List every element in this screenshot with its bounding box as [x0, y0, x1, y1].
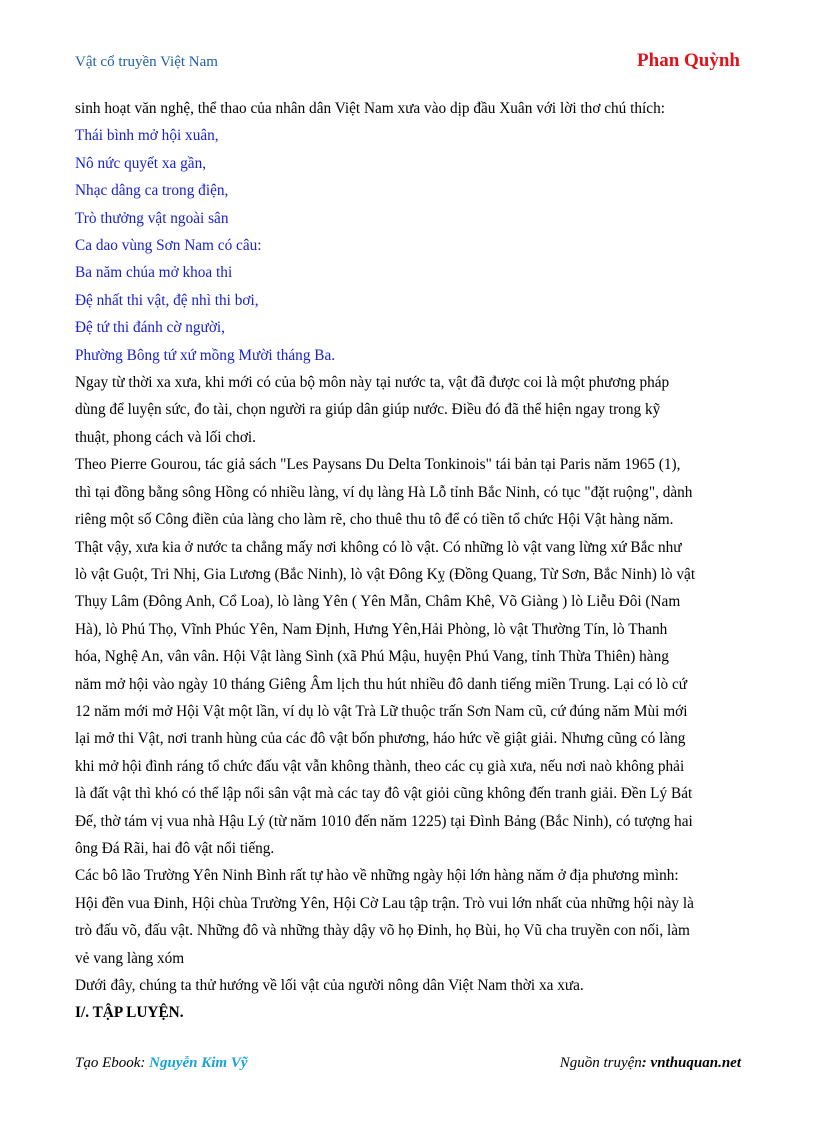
poem-line: Ba năm chúa mở khoa thi [75, 264, 233, 282]
source-credit [560, 1055, 741, 1072]
text-line: Thụy Lâm (Đông Anh, Cổ Loa), lò làng Yên ( Yên Mẫn, Châm Khê, Võ Giàng ) lò Liễu Đôi (Nam [75, 593, 681, 611]
ebook-credit [75, 1055, 248, 1072]
poem-line: Đệ nhất thi vật, đệ nhì thi bơi, [75, 291, 259, 309]
section-heading: I/. TẬP LUYỆN. [75, 1004, 184, 1022]
text-line: năm mở hội vào ngày 10 tháng Giêng Âm lịch thu hút nhiều đô danh tiếng miền Trung. Lại có lò cứ [75, 675, 688, 693]
page-body [75, 95, 746, 1027]
poem-line: Thái bình mở hội xuân, [75, 127, 219, 145]
paragraph-origins [75, 369, 746, 451]
intro-line: sinh hoạt văn nghệ, thể thao của nhân dân Việt Nam xưa vào dịp đầu Xuân với lời thơ chú thích: [75, 100, 665, 117]
poem-line: Trò thưởng vật ngoài sân [75, 209, 229, 227]
text-line: Hội đền vua Đinh, Hội chùa Trường Yên, Hội Cờ Lau tập trận. Trò vui lớn nhất của những hội này là [75, 894, 694, 912]
text-line: 12 năm mới mở Hội Vật một lần, ví dụ lò vật Trà Lữ thuộc trấn Sơn Nam cũ, cứ đúng năm Mùi mới [75, 702, 688, 720]
poem-line: Ca dao vùng Sơn Nam có câu: [75, 237, 262, 255]
document-title: Vật cổ truyền Việt Nam [75, 54, 218, 70]
text-line: vẻ vang làng xóm [75, 949, 185, 967]
source-separator: : [641, 1055, 651, 1071]
paragraph-wrestling-villages [75, 534, 746, 863]
poem-block [75, 122, 746, 369]
text-line: dùng để luyện sức, đo tài, chọn người ra giúp dân giúp nước. Điều đó đã thể hiện ngay trong kỹ [75, 401, 661, 419]
text-line: lại mở thi Vật, nơi tranh hùng của các đô vật bốn phương, háo hức về giật giải. Nhưng cũng có làng [75, 730, 686, 748]
text-line: Đế, thờ tám vị vua nhà Hậu Lý (từ năm 1010 đến năm 1225) tại Đình Bảng (Bắc Ninh), có tượng hai [75, 812, 693, 830]
ebook-separator: : [140, 1055, 150, 1071]
page-footer [75, 1055, 741, 1077]
page-header [75, 50, 740, 78]
source-site: vnthuquan.net [650, 1055, 741, 1071]
text-line: Các bô lão Trường Yên Ninh Bình rất tự hào về những ngày hội lớn hàng năm ở địa phương mình: [75, 867, 679, 885]
text-line: riêng một số Công điền của làng cho làm rẽ, cho thuê thu tô để có tiền tổ chức Hội Vật hàng năm. [75, 511, 674, 529]
poem-line: Phường Bông tứ xứ mồng Mười tháng Ba. [75, 346, 336, 364]
ebook-creator: Nguyễn Kim Vỹ [149, 1055, 248, 1071]
text-line: Ngay từ thời xa xưa, khi mới có của bộ môn này tại nước ta, vật đã được coi là một phương pháp [75, 374, 670, 392]
paragraph-truong-yen [75, 862, 746, 972]
source-label: Nguồn truyện [559, 1055, 642, 1071]
closing-sentence: Dưới đây, chúng ta thử hướng về lối vật của người nông dân Việt Nam thời xa xưa. [75, 977, 584, 994]
text-line: hóa, Nghệ An, vân vân. Hội Vật làng Sình (xã Phú Mậu, huyện Phú Vang, tỉnh Thừa Thiên) hàng [75, 648, 669, 666]
text-line: thì tại đồng bằng sông Hồng có nhiều làng, ví dụ làng Hà Lỗ tỉnh Bắc Ninh, có tục "đặt ruộng", dành [75, 483, 693, 501]
text-line: thuật, phong cách và lối chơi. [75, 428, 256, 446]
text-line: Hà), lò Phú Thọ, Vĩnh Phúc Yên, Nam Định, Hưng Yên,Hải Phòng, lò vật Thường Tín, lò Thanh [75, 620, 668, 638]
ebook-label: Tạo Ebook [75, 1055, 141, 1071]
poem-line: Đệ tứ thi đánh cờ người, [75, 319, 226, 337]
text-line: trò đấu võ, đấu vật. Những đô và những thày dậy võ họ Đinh, họ Bùi, họ Vũ cha truyền con nối, làm [75, 922, 690, 940]
poem-line: Nhạc dâng ca trong điện, [75, 182, 229, 200]
text-line: là đất vật thì khó có thể lập nổi sân vật mà các tay đô vật giỏi cũng không đến tranh giải. Đền Lý Bát [75, 785, 693, 803]
text-line: Theo Pierre Gourou, tác giả sách "Les Paysans Du Delta Tonkinois" tái bản tại Paris năm 1965 (1), [75, 456, 681, 474]
text-line: Thật vậy, xưa kia ở nước ta chẳng mấy nơi không có lò vật. Có những lò vật vang lừng xứ Bắc như [75, 538, 682, 556]
text-line: khi mở hội đình ráng tổ chức đấu vật vẫn không thành, theo các cụ già xưa, nếu nơi naò không phải [75, 757, 685, 775]
text-line: lò vật Guột, Tri Nhị, Gia Lương (Bắc Ninh), lò vật Đông Kỵ (Đồng Quang, Từ Sơn, Bắc Ninh) lò vật [75, 565, 696, 583]
paragraph-gourou [75, 451, 746, 533]
text-line: ông Đá Rãi, hai đô vật nổi tiếng. [75, 839, 275, 857]
poem-line: Nô nức quyết xa gần, [75, 154, 207, 172]
author-name: Phan Quỳnh [637, 50, 740, 71]
